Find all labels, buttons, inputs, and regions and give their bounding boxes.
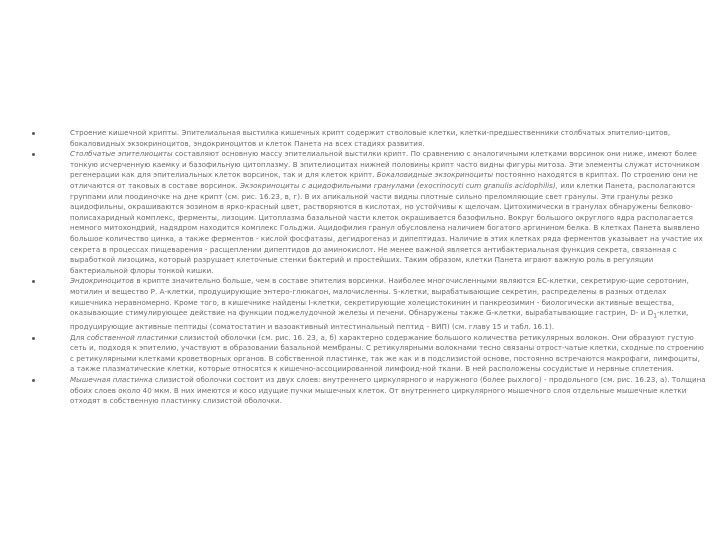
- list-item: [30, 276, 706, 332]
- paragraph-text: Строение кишечной крипты. Эпителиальная выстилка кишечных крипт содержит стволовые клетки, клетки-предшественники столбчатых эпителио-цитов, бокаловидных экзокриноцитов, эндокриноцитов и клеток Панета на всех стадиях развития.: [70, 128, 671, 148]
- paragraph-text: составляют основную массу эпителиальной выстилки крипт. По сравнению с аналогичными клетками ворсинок они ниже, имеют более тонкую исчерченную каемку и базофильную цитоплазму. В эпителиоцитах нижней половины крипт часто видны фигуры митоза. Эти элементы служат источником регенерации как для эпителиальных клеток ворсинок, так и для клеток крипт.: [70, 149, 700, 180]
- list-item: [30, 149, 706, 276]
- term-endocrinocytes: Эндокриноцитов: [70, 276, 135, 286]
- list-item: [30, 128, 706, 149]
- term-paneth-cells: Экзокриноциты с ацидофильными гранулами (exocrinocyti cum granulis acidophilis),: [240, 180, 559, 190]
- term-goblet-exocrinocytes: Бокаловидные экзокриноциты: [376, 170, 494, 180]
- bullet-icon: [32, 153, 35, 156]
- list-item: [30, 333, 706, 375]
- subscript: 1: [653, 313, 658, 320]
- term-columnar-epitheliocytes: Столбчатые эпителиоциты: [70, 149, 173, 159]
- term-muscularis-mucosae: Мышечная пластинка: [70, 375, 153, 385]
- bullet-icon: [32, 280, 35, 283]
- paragraph-text: слизистой оболочки состоит из двух слоев: внутреннего циркулярного и наружного (более рыхлого) - продольного (см. рис. 16.23, а). Толщина обоих слоев около 40 мкм. В них имеются и косо идущие пучки мышечных клеток. От внутреннего циркулярного мышечного слоя отдельные мышечные клетки отходят в собственную пластинку слизистой оболочки.: [70, 375, 706, 406]
- paragraph-text: Для: [70, 332, 87, 342]
- bullet-icon: [32, 132, 35, 135]
- paragraph-text: постоянно находятся в криптах. По строению они не отличаются от таковых в составе ворсинок.: [70, 170, 698, 190]
- bullet-list: [30, 128, 706, 407]
- paragraph-text: или клетки Панета, располагаются группами или поодиночке на дне крипт (см. рис. 16.23, в, г). В их апикальной части видны плотные сильно преломляющие свет гранулы. Эти гранулы резко ацидофильны, окрашиваются эозином в ярко-красный цвет, растворяются в кислотах, но устойчивы к щелочам. Цитохимически в гранулах обнаружены белково-полисахаридный комплекс, ферменты, лизоцим. Цитоплазма базальной части клеток окрашивается базофильно. Вокруг большого округлого ядра располагается немного митохондрий, надядром находится комплекс Гольджи. Ацидофилия гранул обусловлена наличием богатого аргинином белка. В клетках Панета выявлено большое количество цинка, а также ферментов - кислой фосфатазы, дегидрогеназ и дипептидаз. Наличие в этих клетках ряда ферментов указывает на участие их секрета в процессах пищеварения - расщеплении дипептидов до аминокислот. Не менее важной является антибактериальная функция секрета, связанная с выработкой лизоцима, который разрушает клеточные стенки бактерий и простейших. Таким образом, клетки Панета играют важную роль в регуляции бактериальной флоры тонкой кишки.: [70, 180, 703, 275]
- bullet-icon: [32, 379, 35, 382]
- bullet-icon: [32, 337, 35, 340]
- paragraph-text: в крипте значительно больше, чем в составе эпителия ворсинки. Наиболее многочисленными являются ЕС-клетки, секретирую-щие серотонин, мотилин и вещество Р. А-клетки, продуцирующие энтеро-глюкагон, малочисленны. S-клетки, вырабатывающие секретин, распределены в разных отделах кишечника неравномерно. Кроме того, в кишечнике найдены I-клетки, секретирующие холецистокинин и панкреозимин - биологически активные вещества, оказывающие стимулирующее действие на функции поджелудочной железы и печени. Обнаружены также G-клетки, вырабатывающие гастрин, D- и D: [70, 276, 689, 318]
- paragraph-text: слизистой оболочки (см. рис. 16. 23, а, б) характерно содержание большого количества ретикулярных волокон. Они образуют густую сеть и, подходя к эпителию, участвуют в образовании базальной мембраны. С ретикулярными волокнами тесно связаны отрост-чатые клетки, сходные по строению с ретикулярными клетками кроветворных органов. В собственной пластинке, так же как и в подслизистой основе, постоянно встречаются макрофаги, лимфоциты, а также плазматические клетки, которые относятся к кишечно-ассоциированной лимфоид-ной ткани. В ней расположены сосудистые и нервные сплетения.: [70, 332, 704, 374]
- paragraph-text: -клетки, продуцирующие активные пептиды (соматостатин и вазоактивный интестинальный пептид - ВИП) (см. главу 15 и табл. 16.1).: [70, 308, 689, 332]
- term-lamina-propria: собственной пластинки: [86, 332, 178, 342]
- list-item: [30, 375, 706, 407]
